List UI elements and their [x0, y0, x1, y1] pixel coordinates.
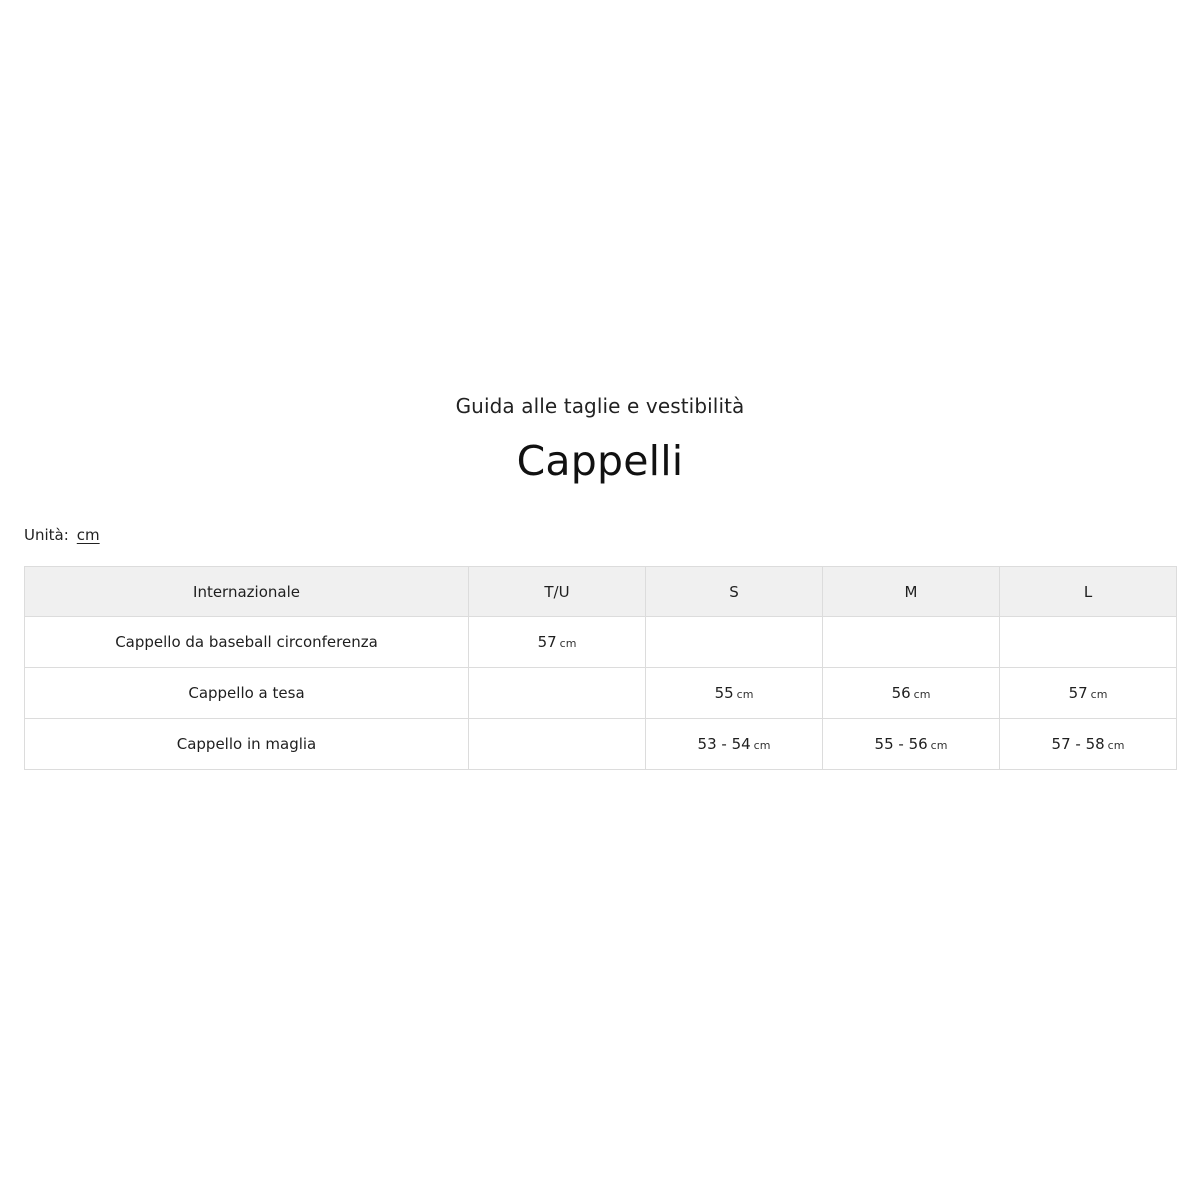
- table-row: [25, 719, 1177, 770]
- cell-value: 53 - 54: [697, 735, 751, 753]
- cell-value: 55: [714, 684, 734, 702]
- cell-tu: [469, 719, 646, 770]
- cell-value: 57 - 58: [1051, 735, 1105, 753]
- row-label: Cappello in maglia: [25, 719, 469, 770]
- size-table-head: [25, 567, 1177, 617]
- page-title: Cappelli: [516, 437, 684, 485]
- cell-l: [1000, 617, 1177, 668]
- cell-value: 57: [537, 633, 557, 651]
- table-row: [25, 668, 1177, 719]
- unit-label: Unità:: [24, 526, 69, 544]
- cell-unit: cm: [930, 739, 948, 752]
- cell-s: [646, 617, 823, 668]
- cell-s: [646, 719, 823, 770]
- cell-unit: cm: [1090, 688, 1108, 701]
- cell-unit: cm: [913, 688, 931, 701]
- table-header-row: [25, 567, 1177, 617]
- unit-value-toggle[interactable]: cm: [76, 526, 100, 544]
- cell-value: 55 - 56: [874, 735, 928, 753]
- cell-m: [823, 668, 1000, 719]
- size-guide-block: [24, 392, 1176, 770]
- cell-tu: [469, 617, 646, 668]
- row-label: Cappello a tesa: [25, 668, 469, 719]
- cell-unit: cm: [1107, 739, 1125, 752]
- cell-m: [823, 719, 1000, 770]
- row-label: Cappello da baseball circonferenza: [25, 617, 469, 668]
- cell-tu: [469, 668, 646, 719]
- column-header-m: M: [823, 567, 1000, 617]
- cell-m: [823, 617, 1000, 668]
- cell-l: [1000, 668, 1177, 719]
- unit-selector-row: [24, 526, 1176, 544]
- column-header-s: S: [646, 567, 823, 617]
- table-row: [25, 617, 1177, 668]
- guide-subtitle: Guida alle taglie e vestibilità: [455, 394, 745, 418]
- size-table-body: [25, 617, 1177, 770]
- cell-l: [1000, 719, 1177, 770]
- cell-value: 56: [891, 684, 911, 702]
- cell-unit: cm: [753, 739, 771, 752]
- cell-value: 57: [1068, 684, 1088, 702]
- cell-unit: cm: [736, 688, 754, 701]
- column-header-tu: T/U: [469, 567, 646, 617]
- column-header-l: L: [1000, 567, 1177, 617]
- size-table: [24, 566, 1177, 770]
- cell-unit: cm: [559, 637, 577, 650]
- cell-s: [646, 668, 823, 719]
- column-header-internazionale: Internazionale: [25, 567, 469, 617]
